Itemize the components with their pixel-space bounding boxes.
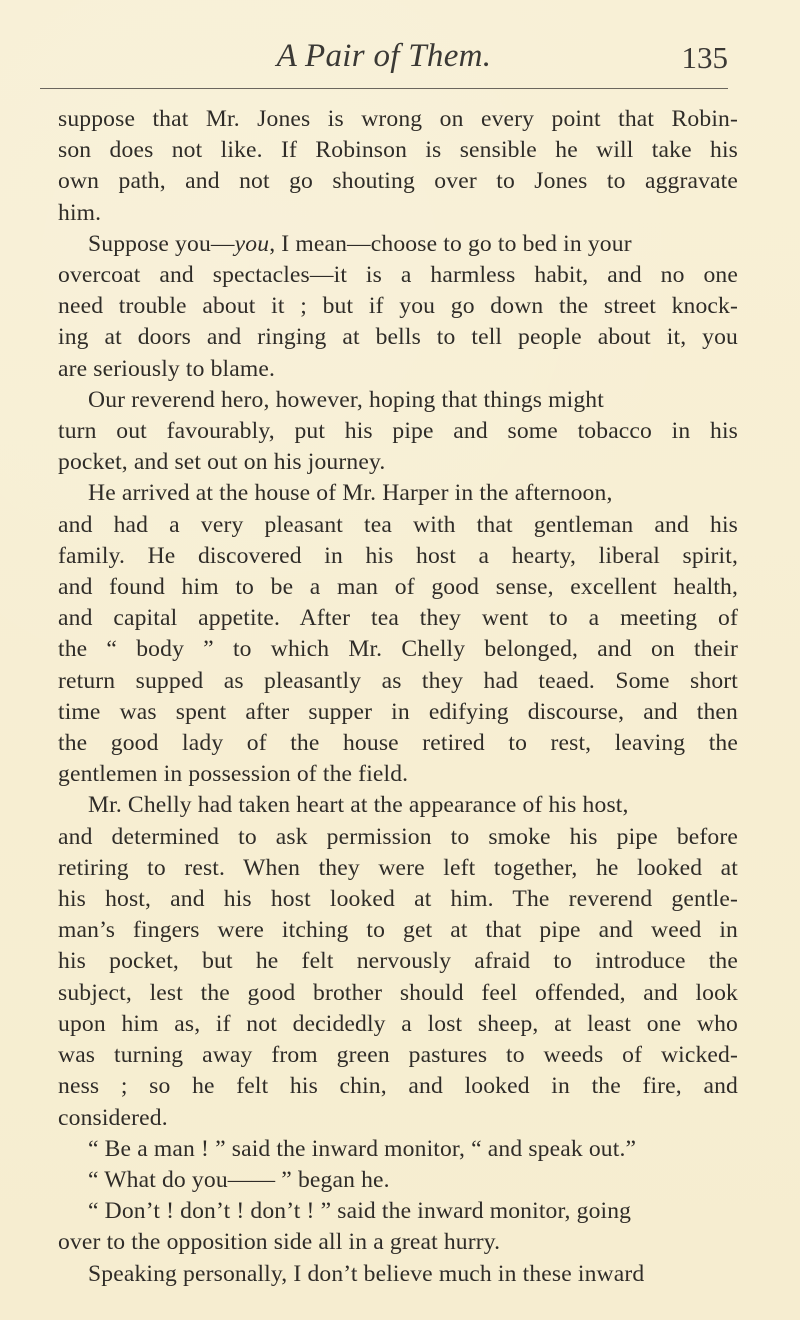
text-line: his pocket, but he felt nervously afraid to introduce the — [58, 948, 738, 975]
text-line: was turning away from green pastures to weeds of wicked- — [58, 1042, 738, 1069]
text-line: considered. — [58, 1104, 168, 1131]
text-line: “ What do you—— ” began he. — [88, 1166, 390, 1193]
text-line: turn out favourably, put his pipe and some tobacco in his — [58, 418, 738, 445]
text-line: overcoat and spectacles—it is a harmless habit, and no one — [58, 262, 738, 289]
page-number: 135 — [681, 40, 728, 75]
text-line: are seriously to blame. — [58, 355, 276, 382]
text-line: his host, and his host looked at him. The reverend gentle- — [58, 886, 738, 913]
text-line: ing at doors and ringing at bells to tell people about it, you — [58, 324, 738, 351]
running-title: A Pair of Them. — [276, 38, 492, 74]
text-line: him. — [58, 199, 102, 226]
text-line: upon him as, if not decidedly a lost sheep, at least one who — [58, 1010, 738, 1037]
text-line: own path, and not go shouting over to Jones to aggravate — [58, 168, 738, 195]
text-line: family. He discovered in his host a hearty, liberal spirit, — [58, 542, 738, 569]
text-line: son does not like. If Robinson is sensible he will take his — [58, 137, 738, 164]
text-line: retiring to rest. When they were left together, he looked at — [58, 854, 738, 881]
text-line: the “ body ” to which Mr. Chelly belonged, and on their — [58, 636, 738, 663]
italic-emphasis: you — [234, 230, 270, 257]
text-line: He arrived at the house of Mr. Harper in the afternoon, — [88, 480, 613, 507]
text-line: suppose that Mr. Jones is wrong on every point that Robin- — [58, 106, 738, 132]
text-line: and capital appetite. After tea they went to a meeting of — [58, 605, 738, 632]
text-line: over to the opposition side all in a great hurry. — [58, 1229, 501, 1256]
text-line: Speaking personally, I don’t believe much in these inward — [88, 1260, 645, 1287]
text-line: and determined to ask permission to smoke his pipe before — [58, 823, 738, 850]
page-header — [40, 38, 728, 90]
text-line: Our reverend hero, however, hoping that things might — [88, 386, 604, 413]
text-line: need trouble about it ; but if you go down the street knock- — [58, 293, 738, 320]
text-fragment: , I mean—choose to go to bed in your — [269, 230, 632, 257]
text-line: time was spent after supper in edifying discourse, and then — [58, 698, 738, 725]
text-fragment: Suppose you— — [88, 230, 235, 257]
header-rule — [40, 88, 728, 89]
text-line: and had a very pleasant tea with that gentleman and his — [58, 511, 738, 538]
text-line: man’s fingers were itching to get at that pipe and weed in — [58, 917, 738, 944]
text-line: subject, lest the good brother should feel offended, and look — [58, 979, 738, 1006]
text-line: and found him to be a man of good sense, excellent health, — [58, 574, 738, 601]
text-line — [58, 229, 738, 260]
text-line: Mr. Chelly had taken heart at the appearance of his host, — [88, 792, 629, 819]
text-line: “ Don’t ! don’t ! don’t ! ” said the inward monitor, going — [88, 1198, 632, 1225]
text-line: gentlemen in possession of the field. — [58, 761, 409, 788]
body-text — [58, 104, 738, 1290]
text-line: ness ; so he felt his chin, and looked in the fire, and — [58, 1073, 738, 1100]
text-line: the good lady of the house retired to rest, leaving the — [58, 730, 738, 757]
text-line: pocket, and set out on his journey. — [58, 449, 386, 476]
text-line: return supped as pleasantly as they had teaed. Some short — [58, 667, 738, 694]
text-line: “ Be a man ! ” said the inward monitor, “ and speak out.” — [88, 1135, 637, 1162]
